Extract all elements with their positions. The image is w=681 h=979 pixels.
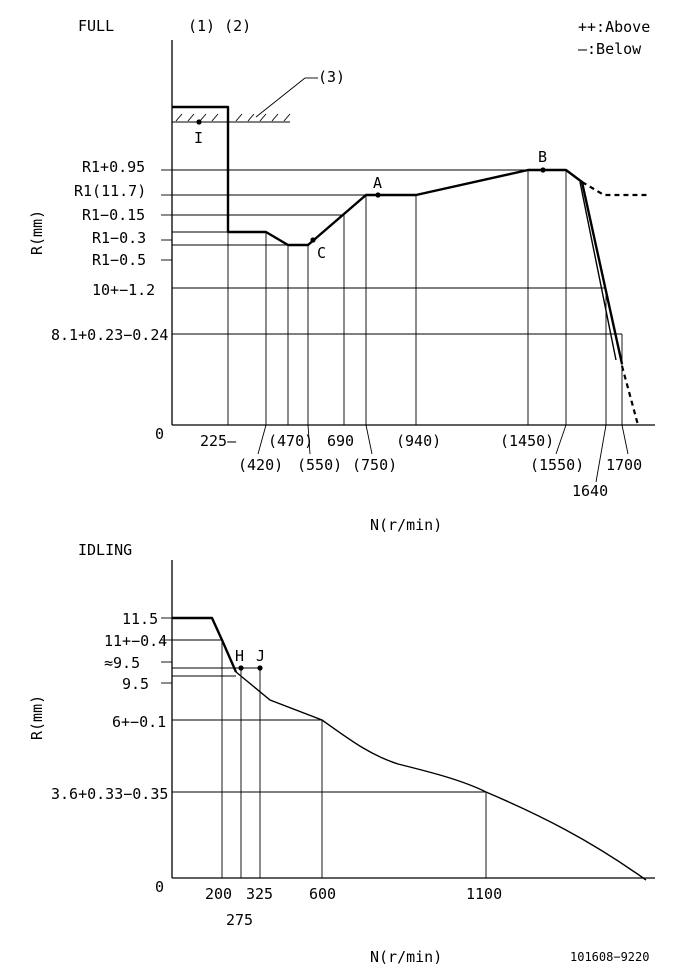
idling-xtick-325: 325 (246, 885, 274, 903)
callout-3: (3) (318, 68, 346, 86)
full-curve (172, 107, 622, 364)
idling-curve-top (172, 618, 236, 672)
idling-ytick-11.5: 11.5 (122, 610, 159, 628)
full-curve-dashed-lower (622, 366, 638, 425)
idling-y-axis-label: R(mm) (28, 694, 46, 740)
full-y-axis-label: R(mm) (28, 209, 46, 255)
point-j-marker (257, 665, 262, 670)
point-i-marker (196, 119, 201, 124)
full-xtick-1640: 1640 (572, 482, 609, 500)
idling-ytick-approx-9.5: ≈9.5 (104, 654, 141, 672)
full-title: FULL (78, 17, 115, 35)
full-xtick-470: (470) (268, 432, 314, 450)
full-ytick-10: 10+−1.2 (92, 281, 156, 299)
point-i-label: I (194, 129, 204, 147)
idling-xtick-200: 200 (205, 885, 233, 903)
point-j-label: J (256, 647, 266, 665)
point-a-label: A (373, 174, 383, 192)
legend-below: —:Below (578, 40, 642, 58)
legend-above: ++:Above (578, 18, 651, 36)
idling-xtick-275: 275 (226, 911, 254, 929)
idling-curve (236, 672, 646, 880)
full-xtick-690: 690 (327, 432, 355, 450)
full-xtick-940: (940) (396, 432, 442, 450)
point-c-marker (310, 237, 315, 242)
full-ytick-r1: R1(11.7) (74, 182, 147, 200)
full-xtick-750: (750) (352, 456, 398, 474)
idling-ytick-3.6: 3.6+0.33−0.35 (51, 785, 169, 803)
full-ytick-8.1: 8.1+0.23−0.24 (51, 326, 169, 344)
idling-x-axis-label: N(r/min) (370, 948, 443, 966)
stopper-hatch (176, 114, 290, 121)
point-h-marker (238, 665, 243, 670)
callout-leader (256, 78, 305, 117)
full-xtick-550: (550) (297, 456, 343, 474)
point-h-label: H (235, 647, 245, 665)
idling-ytick-9.5: 9.5 (122, 675, 150, 693)
idling-ytick-6: 6+−0.1 (112, 713, 167, 731)
idling-origin: 0 (155, 878, 165, 896)
full-ytick-r1-minus-0.15: R1−0.15 (82, 206, 146, 224)
full-ytick-r1-plus-0.95: R1+0.95 (82, 158, 146, 176)
point-c-label: C (317, 244, 327, 262)
full-curve-dashed-upper (582, 182, 650, 195)
full-origin: 0 (155, 425, 165, 443)
point-a-marker (375, 192, 380, 197)
full-x-axis-label: N(r/min) (370, 516, 443, 534)
full-xtick-1550: (1550) (530, 456, 585, 474)
idling-ytick-11: 11+−0.4 (104, 632, 168, 650)
point-b-label: B (538, 148, 548, 166)
idling-title: IDLING (78, 541, 133, 559)
full-xtick-1450: (1450) (500, 432, 555, 450)
point-b-marker (540, 167, 545, 172)
full-ytick-r1-minus-0.5: R1−0.5 (92, 251, 147, 269)
idling-xtick-600: 600 (309, 885, 337, 903)
full-xtick-420: (420) (238, 456, 284, 474)
full-xtick-225: 225— (200, 432, 237, 450)
full-ytick-r1-minus-0.3: R1−0.3 (92, 229, 147, 247)
idling-xtick-1100: 1100 (466, 885, 503, 903)
full-marks: (1) (2) (188, 17, 252, 35)
footer-code: 101608−9220 (570, 950, 650, 964)
full-xtick-1700: 1700 (606, 456, 643, 474)
